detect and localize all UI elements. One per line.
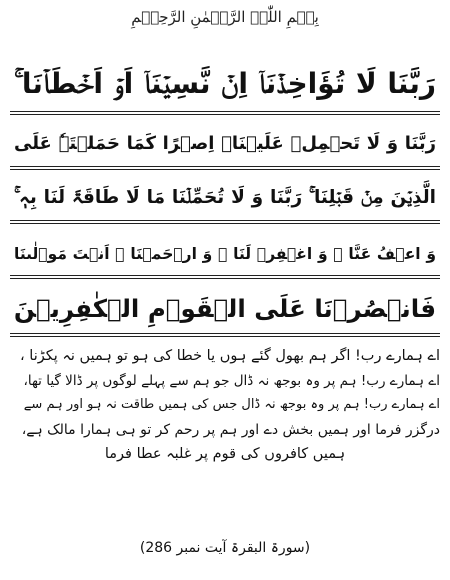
- urdu-translation: [10, 344, 440, 467]
- translation-line-5: ہمیں کافروں کی قوم پر غلبہ عطا فرما: [104, 446, 346, 462]
- verse-divider-1: [10, 111, 440, 115]
- surah-reference: (سورۃ البقرۃ آیت نمبر 286): [139, 540, 311, 556]
- bismillah-heading: بِسۡمِ اللّٰہِ الرَّحۡمٰنِ الرَّحِیۡمِ: [131, 8, 319, 26]
- arabic-verse-line-2: رَبَّنَا وَ لَا تَحۡمِلۡ عَلَیۡنَاۤ اِصۡرًا کَمَا حَمَلۡتَہٗ عَلَی: [14, 133, 436, 154]
- translation-line-1: اے ہمارے رب! اگر ہم بھول گئے ہوں یا خطا کی ہو تو ہمیں نہ پکڑنا ،: [20, 348, 440, 364]
- verse-divider-2: [10, 166, 440, 170]
- verse-divider-3: [10, 220, 440, 224]
- arabic-verse-line-1: رَبَّنَا لَا تُؤَاخِذۡنَاۤ اِنۡ نَّسِیۡنَاۤ اَوۡ اَخۡطَاۡنَا ۚ: [14, 67, 436, 100]
- verse-divider-4: [10, 275, 440, 279]
- verse-divider-5: [10, 333, 440, 337]
- arabic-verse-line-4: وَ اعۡفُ عَنَّا ٝ وَ اغۡفِرۡ لَنَا ٝ وَ ارۡحَمۡنَا ٝ اَنۡتَ مَوۡلٰٮنَا: [14, 245, 436, 263]
- translation-line-2: اے ہمارے رب! ہم پر وہ بوجھ نہ ڈال جو ہم سے پہلے لوگوں پر ڈالا گیا تھا،: [23, 372, 440, 389]
- arabic-verse-line-5: فَانۡصُرۡنَا عَلَی الۡقَوۡمِ الۡکٰفِرِیۡنَ: [14, 294, 436, 323]
- arabic-verse-line-3: الَّذِیۡنَ مِنۡ قَبۡلِنَا ۚ رَبَّنَا وَ لَا تُحَمِّلۡنَا مَا لَا طَاقَۃَ لَنَا بِہٖ ۚ: [14, 187, 436, 208]
- translation-line-4: درگزر فرما اور ہمیں بخش دے اور ہم پر رحم کر تو ہی ہمارا مالک ہے،: [21, 421, 440, 438]
- translation-line-3: اے ہمارے رب! ہم پر وہ بوجھ نہ ڈال جس کی ہمیں طاقت نہ ہو اور ہم سے: [23, 397, 440, 412]
